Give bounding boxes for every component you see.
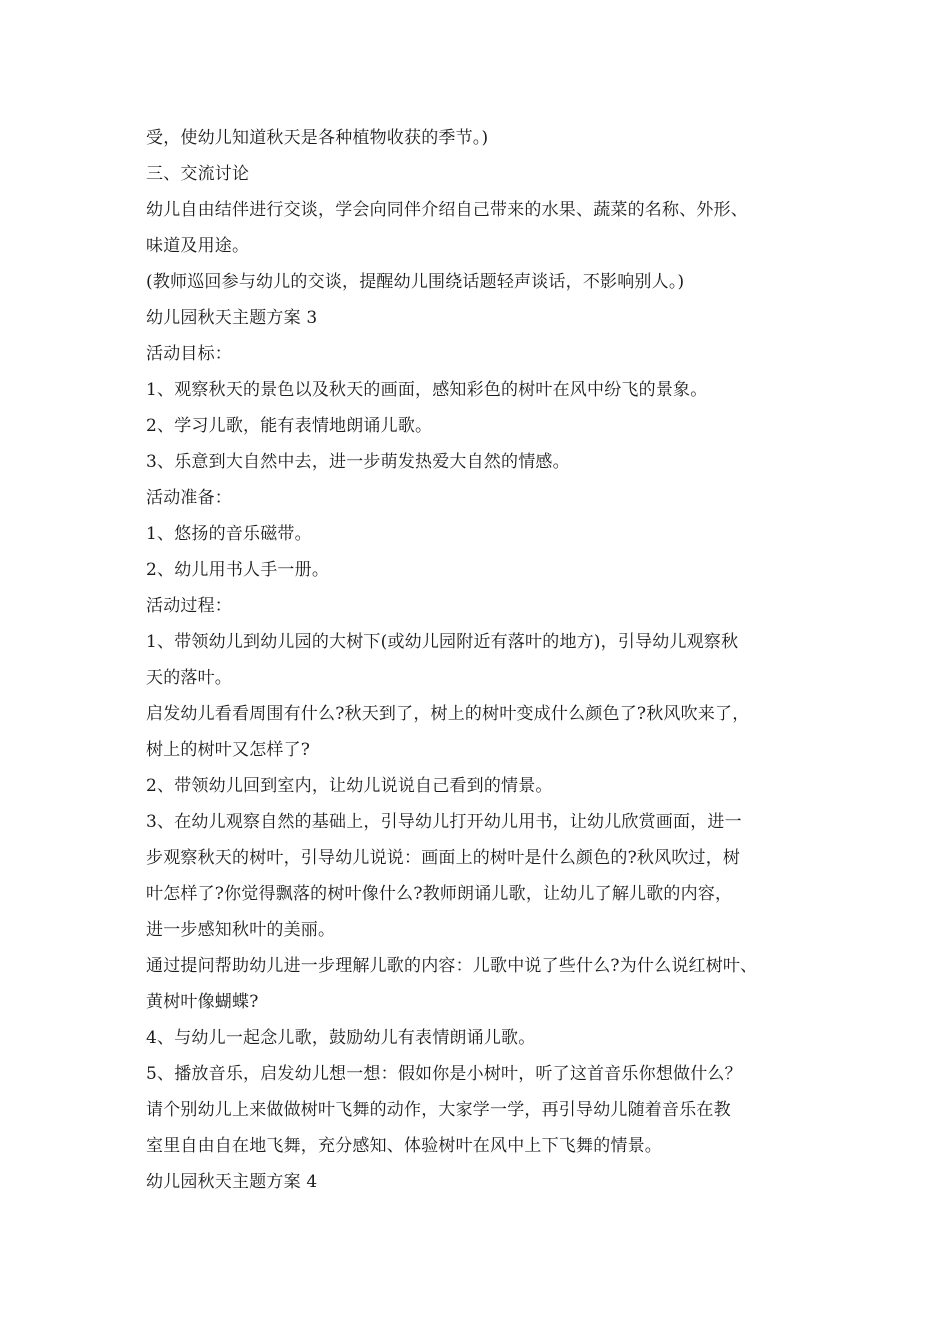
list-item: 2、学习儿歌，能有表情地朗诵儿歌。 [146, 416, 433, 436]
list-item: 1、观察秋天的景色以及秋天的画面，感知彩色的树叶在风中纷飞的景象。 [146, 380, 708, 400]
section-heading: 活动过程： [146, 596, 232, 616]
text-line: 树上的树叶又怎样了? [146, 740, 311, 760]
list-item: 4、与幼儿一起念儿歌，鼓励幼儿有表情朗诵儿歌。 [146, 1028, 536, 1048]
plan-title: 幼儿园秋天主题方案 3 [146, 308, 318, 328]
plan-title: 幼儿园秋天主题方案 4 [146, 1172, 318, 1192]
text-line: 步观察秋天的树叶，引导幼儿说说：画面上的树叶是什么颜色的?秋风吹过，树 [146, 848, 741, 868]
section-heading: 三、交流讨论 [146, 164, 250, 184]
text-line: (教师巡回参与幼儿的交谈，提醒幼儿围绕话题轻声谈话，不影响别人。) [146, 272, 685, 292]
text-line: 通过提问帮助幼儿进一步理解儿歌的内容：儿歌中说了些什么?为什么说红树叶、 [146, 956, 758, 976]
text-line: 受，使幼儿知道秋天是各种植物收获的季节。) [146, 128, 489, 148]
list-item: 3、乐意到大自然中去，进一步萌发热爱大自然的情感。 [146, 452, 570, 472]
text-line: 黄树叶像蝴蝶? [146, 992, 259, 1012]
text-line: 叶怎样了?你觉得飘落的树叶像什么?教师朗诵儿歌，让幼儿了解儿歌的内容， [146, 884, 733, 904]
text-line: 幼儿自由结伴进行交谈，学会向同伴介绍自己带来的水果、蔬菜的名称、外形、 [146, 200, 748, 220]
section-heading: 活动准备： [146, 488, 232, 508]
list-item: 2、幼儿用书人手一册。 [146, 560, 330, 580]
text-line: 进一步感知秋叶的美丽。 [146, 920, 336, 940]
list-item: 5、播放音乐，启发幼儿想一想：假如你是小树叶，听了这首音乐你想做什么？ [146, 1064, 742, 1084]
text-line: 请个别幼儿上来做做树叶飞舞的动作，大家学一学，再引导幼儿随着音乐在教 [146, 1100, 731, 1120]
text-line: 启发幼儿看看周围有什么?秋天到了，树上的树叶变成什么颜色了?秋风吹来了， [146, 704, 750, 724]
list-item: 3、在幼儿观察自然的基础上，引导幼儿打开幼儿用书，让幼儿欣赏画面，进一 [146, 812, 742, 832]
list-item: 1、悠扬的音乐磁带。 [146, 524, 312, 544]
list-item: 2、带领幼儿回到室内，让幼儿说说自己看到的情景。 [146, 776, 553, 796]
section-heading: 活动目标： [146, 344, 232, 364]
document-body [146, 120, 826, 1200]
text-line: 天的落叶。 [146, 668, 232, 688]
text-line: 味道及用途。 [146, 236, 250, 256]
list-item: 1、带领幼儿到幼儿园的大树下(或幼儿园附近有落叶的地方)，引导幼儿观察秋 [146, 632, 739, 652]
text-line: 室里自由自在地飞舞，充分感知、体验树叶在风中上下飞舞的情景。 [146, 1136, 662, 1156]
